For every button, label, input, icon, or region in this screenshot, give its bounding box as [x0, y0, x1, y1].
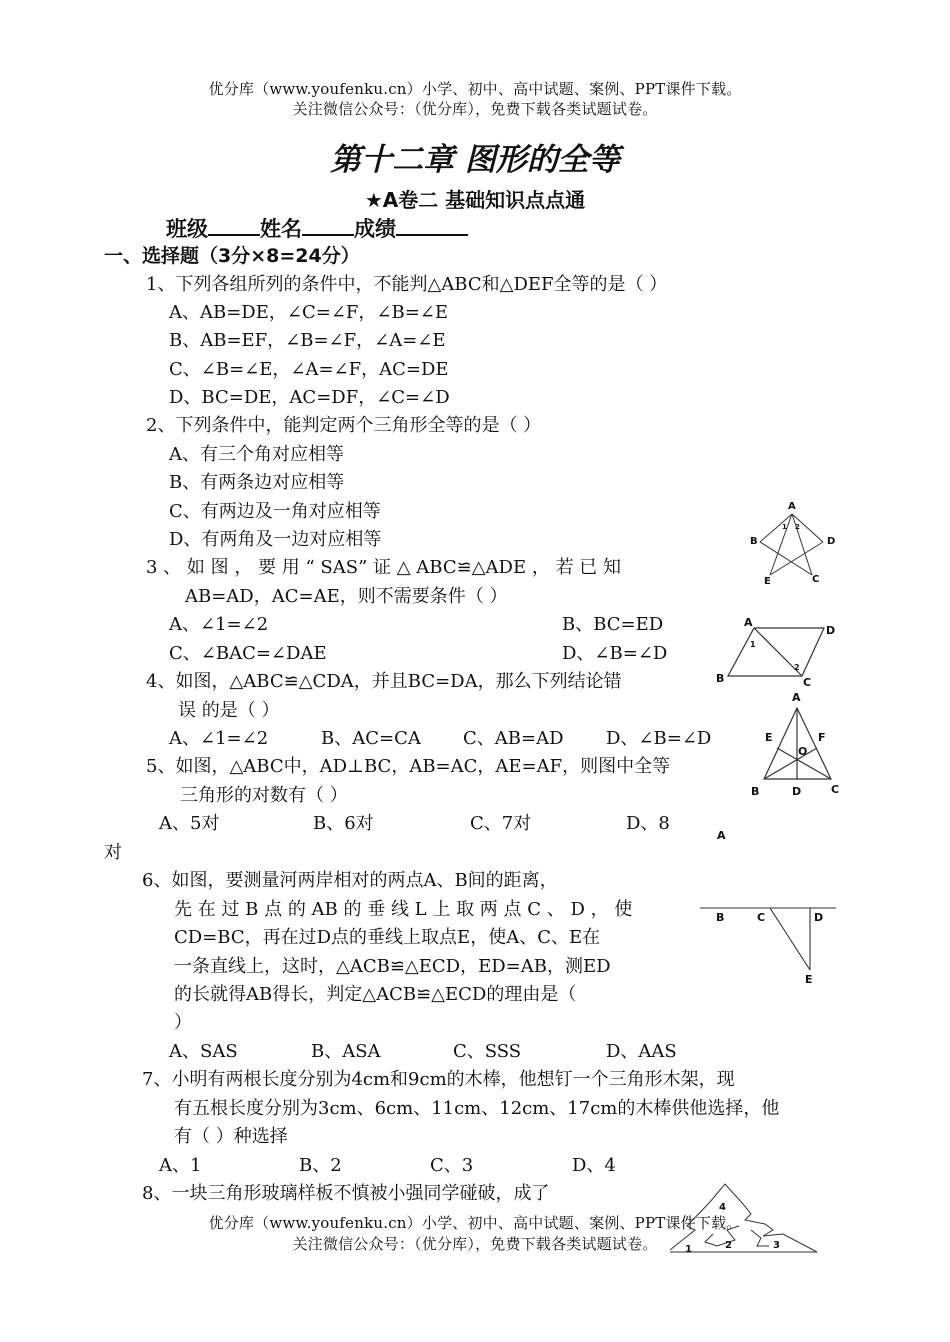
fig3-label-e: E	[764, 576, 771, 587]
page-title: 第十二章 图形的全等	[330, 142, 620, 178]
name-blank	[302, 212, 354, 236]
q7-option-d: D、4	[572, 1155, 616, 1176]
q1-option-a: A、AB=DE，∠C=∠F，∠B=∠E	[169, 302, 448, 323]
class-label: 班级	[166, 217, 208, 241]
fig5-label-o: O	[798, 745, 808, 758]
q6-option-d: D、AAS	[606, 1041, 677, 1062]
fig8-label-4: 4	[719, 1202, 726, 1213]
q6-line-2: 先 在 过 B 点 的 AB 的 垂 线 L 上 取 两 点 C 、 D ， 使	[174, 899, 633, 920]
fig6-label-c: C	[757, 911, 766, 924]
header-line-1: 优分库（www.youfenku.cn）小学、初中、高中试题、案例、PPT课件下载。	[208, 80, 742, 98]
fig6-label-d: D	[814, 911, 824, 924]
fig3-line-de	[770, 542, 823, 575]
q2-option-c: C、有两边及一角对应相等	[169, 501, 381, 522]
q6-line-5: 的长就得AB得长，判定△ACB≌△ECD的理由是（	[174, 984, 577, 1005]
fig3-angle-2: 2	[795, 523, 800, 531]
q2-option-a: A、有三个角对应相等	[169, 444, 344, 465]
q4-option-b: B、AC=CA	[321, 728, 421, 749]
q2-option-b: B、有两条边对应相等	[169, 472, 345, 493]
q3-option-b: B、BC=ED	[562, 614, 664, 635]
fig3-angle-1: 1	[782, 523, 787, 531]
page-subtitle: ★A卷二 基础知识点点通	[364, 188, 586, 212]
fig3-label-b: B	[750, 536, 758, 547]
figure-q6	[700, 822, 840, 992]
q4-stem-2: 误 的是（ ）	[178, 700, 280, 721]
q3-option-d: D、∠B=∠D	[562, 643, 668, 664]
fig4-angle-2: 2	[794, 663, 800, 672]
score-blank	[396, 212, 468, 236]
fig5-label-e: E	[765, 731, 773, 744]
q4-option-d: D、∠B=∠D	[606, 728, 712, 749]
fig4-angle-1: 1	[750, 640, 756, 649]
q8-stem: 8、一块三角形玻璃样板不慎被小强同学碰破，成了	[142, 1183, 550, 1204]
figure-q5	[748, 688, 848, 800]
fig8-crack-2	[751, 1230, 769, 1246]
q5-option-wrap: 对	[104, 842, 122, 863]
q1-stem: 1、下列各组所列的条件中，不能判△ABC和△DEF全等的是（ ）	[146, 274, 668, 295]
fig5-label-c: C	[831, 783, 840, 796]
q3-stem-1: 3 、 如 图 ， 要 用 “ SAS” 证 △ ABC≌△ADE ， 若 已 知	[146, 557, 622, 578]
fig4-label-b: B	[716, 672, 725, 685]
q6-option-c: C、SSS	[453, 1041, 522, 1062]
fig6-label-a: A	[717, 829, 726, 842]
fig8-broken-outline	[670, 1184, 817, 1252]
q4-stem-1: 4、如图，△ABC≌△CDA，并且BC=DA，那么下列结论错	[146, 671, 622, 692]
class-blank	[208, 212, 260, 236]
score-label: 成绩	[354, 217, 396, 241]
fig8-crack-1	[705, 1226, 739, 1246]
q5-option-d: D、8	[626, 813, 670, 834]
footer-line-2: 关注微信公众号：（优分库），免费下载各类试题试卷。	[292, 1235, 658, 1253]
q7-line-1: 7、小明有两根长度分别为4cm和9cm的木棒，他想钉一个三角形木架，现	[142, 1069, 735, 1090]
q1-option-c: C、∠B=∠E，∠A=∠F，AC=DE	[169, 359, 449, 380]
fig6-line-ce	[770, 908, 810, 970]
footer-line-1: 优分库（www.youfenku.cn）小学、初中、高中试题、案例、PPT课件下载。	[208, 1214, 742, 1232]
fig3-label-a: A	[788, 501, 796, 512]
q6-option-a: A、SAS	[169, 1041, 238, 1062]
fig5-label-d: D	[792, 785, 802, 798]
figure-q3	[745, 498, 845, 590]
q2-stem: 2、下列条件中，能判定两个三角形全等的是（ ）	[146, 415, 542, 436]
q1-option-d: D、BC=DE，AC=DF，∠C=∠D	[169, 387, 450, 408]
q6-line-1: 6、如图，要测量河两岸相对的两点A、B间的距离，	[142, 870, 558, 891]
q6-line-3: CD=BC，再在过D点的垂线上取点E，使A、C、E在	[174, 927, 601, 948]
fig4-label-a: A	[744, 616, 753, 629]
q7-line-2: 有五根长度分别为3cm、6cm、11cm、12cm、17cm的木棒供他选择，他	[174, 1098, 780, 1119]
q5-stem-1: 5、如图，△ABC中，AD⊥BC，AB=AC，AE=AF，则图中全等	[146, 756, 671, 777]
figure-q8	[665, 1180, 820, 1256]
fig5-label-a: A	[792, 691, 801, 704]
section-heading: 一、选择题（3分×8=24分）	[104, 245, 360, 267]
name-label: 姓名	[260, 217, 302, 241]
fig8-label-1: 1	[685, 1244, 692, 1255]
q1-option-b: B、AB=EF，∠B=∠F，∠A=∠E	[169, 330, 446, 351]
q4-option-a: A、∠1=∠2	[169, 728, 269, 749]
fig8-label-3: 3	[773, 1240, 780, 1251]
student-info	[166, 212, 468, 243]
fig5-label-b: B	[751, 785, 760, 798]
fig4-parallelogram	[728, 628, 824, 676]
q7-option-a: A、1	[159, 1155, 202, 1176]
q5-option-a: A、5对	[159, 813, 220, 834]
fig4-label-d: D	[826, 624, 836, 637]
fig3-line-bc	[760, 542, 812, 575]
q3-option-a: A、∠1=∠2	[169, 614, 269, 635]
q5-stem-2: 三角形的对数有（ ）	[180, 785, 348, 806]
fig5-line-bf	[764, 748, 817, 779]
q3-option-c: C、∠BAC=∠DAE	[169, 643, 327, 664]
q5-option-c: C、7对	[470, 813, 532, 834]
fig3-label-c: C	[812, 574, 820, 585]
fig5-label-f: F	[818, 731, 826, 744]
q3-stem-2: AB=AD，AC=AE，则不需要条件（ ）	[185, 586, 508, 607]
fig6-label-e: E	[805, 973, 813, 986]
fig8-label-2: 2	[725, 1240, 732, 1251]
q7-line-3: 有（ ）种选择	[174, 1126, 288, 1147]
q2-option-d: D、有两角及一边对应相等	[169, 529, 382, 550]
q4-option-c: C、AB=AD	[463, 728, 564, 749]
fig3-label-d: D	[827, 536, 836, 547]
figure-q4	[712, 612, 847, 690]
q7-option-b: B、2	[299, 1155, 342, 1176]
q6-line-6: ）	[174, 1012, 192, 1033]
q6-line-4: 一条直线上，这时，△ACB≌△ECD，ED=AB，测ED	[174, 956, 611, 977]
fig4-label-c: C	[803, 676, 812, 689]
q6-option-b: B、ASA	[311, 1041, 381, 1062]
q7-option-c: C、3	[430, 1155, 474, 1176]
fig6-label-b: B	[716, 911, 725, 924]
q5-option-b: B、6对	[313, 813, 374, 834]
header-line-2: 关注微信公众号：（优分库），免费下载各类试题试卷。	[292, 100, 658, 118]
